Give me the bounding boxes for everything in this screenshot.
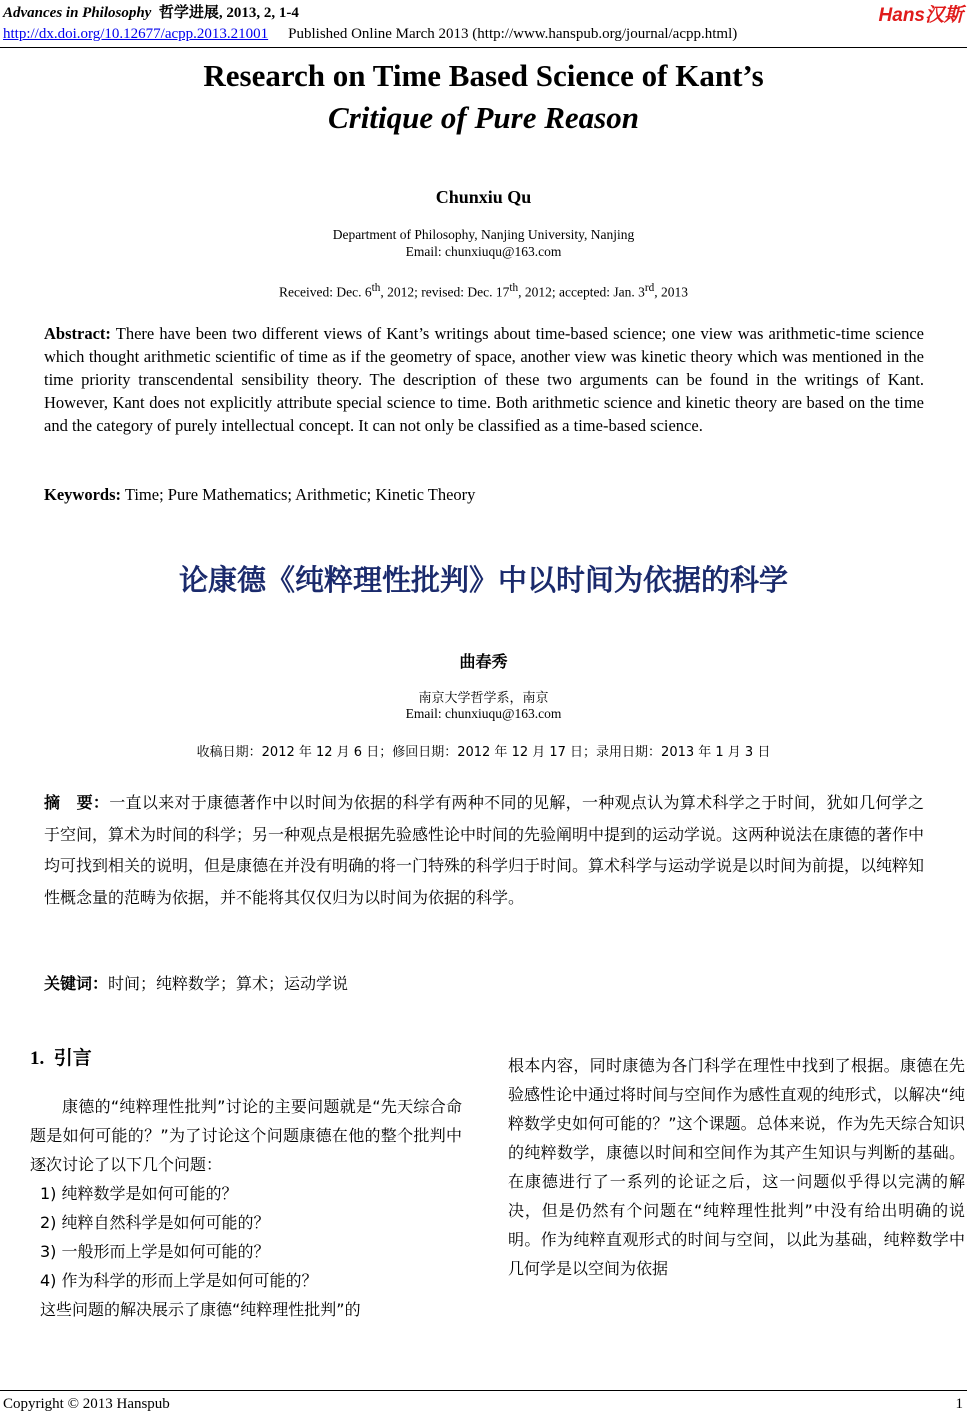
abstract-text: There have been two different views of Kant’s writings about time-based science; one view was arithmetic-time science which thought arithmetic scientific of time as if the geometry of space, another view was kinetic theory which was mentioned in the time priority transcendental sensibility theory. The description of these two arguments can be found in the writings of Kant. However, Kant does not explicitly attribute special science to time. Both arithmetic science and kinetic theory are based on the time and the category of purely intellectual concept. It can not only be classified as a time-based science. [44, 324, 924, 435]
paragraph: 根本内容，同时康德为各门科学在理性中找到了根据。康德在先验感性论中通过将时间与空间作为感性直观的纯形式，以解决“纯粹数学史如何可能的？”这个课题。总体来说，作为先天综合知识的纯粹数学，康德以时间和空间作为其产生知识与判断的基础。在康德进行了一系列的论证之后，这一问题似乎得以完满的解决，但是仍然有个问题在“纯粹理性批判”中没有给出明确的说明。作为纯粹直观形式的时间与空间，以此为基础，纯粹数学中几何学是以空间为依据 [508, 1056, 965, 1278]
doi-link[interactable]: http://dx.doi.org/10.12677/acpp.2013.21001 [3, 26, 269, 42]
title-en-line1: Research on Time Based Science of Kant’s [203, 58, 764, 93]
journal-name-cn: 哲学进展 [158, 3, 219, 21]
copyright: Copyright © 2013 Hanspub [3, 1396, 170, 1412]
footer-divider [0, 1390, 967, 1391]
header-divider [0, 47, 967, 48]
affiliation-en: Department of Philosophy, Nanjing University, Nanjing [332, 227, 635, 242]
title-cn: 论康德《纯粹理性批判》中以时间为依据的科学 [178, 563, 788, 597]
paragraph: 这些问题的解决展示了康德“纯粹理性批判”的 [40, 1300, 361, 1319]
published-info: Published Online March 2013 (http://www.hanspub.org/journal/acpp.html) [288, 26, 738, 42]
list-item: 4) 作为科学的形而上学是如何可能的？ [40, 1271, 318, 1290]
author-cn: 曲春秀 [459, 652, 508, 671]
keywords-cn: 关键词：时间；纯粹数学；算术；运动学说 [44, 974, 349, 993]
received-cn: 收稿日期：2012 年 12 月 6 日；修回日期：2012 年 12 月 17 日；录用日期：2013 年 1 月 3 日 [196, 745, 771, 760]
abstract-en [44, 322, 924, 437]
affiliation-cn: 南京大学哲学系，南京 [418, 691, 549, 706]
email-cn: Email: chunxiuqu@163.com [405, 706, 562, 721]
paragraph: 康德的“纯粹理性批判”讨论的主要问题就是“先天综合命题是如何可能的？”为了讨论这个问题康德在他的整个批判中逐次讨论了以下几个问题： [30, 1097, 462, 1174]
list-item: 1) 纯粹数学是如何可能的？ [40, 1184, 238, 1203]
citation: , 2013, 2, 1-4 [218, 5, 299, 21]
section-heading: 1. 引言 [30, 1047, 92, 1069]
journal-header [3, 1, 299, 22]
right-column [508, 1051, 965, 1283]
title-en-line2: Critique of Pure Reason [328, 100, 639, 135]
keywords-en: Keywords: Time; Pure Mathematics; Arithmetic; Kinetic Theory [44, 485, 476, 504]
left-column [30, 1092, 462, 1324]
abstract-label: Abstract: [44, 324, 111, 343]
doi-line [3, 26, 737, 43]
hans-logo: Hans汉斯 [878, 5, 963, 26]
list-item: 3) 一般形而上学是如何可能的？ [40, 1242, 270, 1261]
list-item: 2) 纯粹自然科学是如何可能的？ [40, 1213, 270, 1232]
received-en: Received: Dec. 6th, 2012; revised: Dec. 17th, 2012; accepted: Jan. 3rd, 2013 [279, 282, 688, 300]
author-en: Chunxiu Qu [435, 187, 532, 207]
page-number: 1 [955, 1396, 963, 1412]
email-en: Email: chunxiuqu@163.com [405, 244, 562, 259]
journal-name: Advances in Philosophy [3, 5, 152, 21]
abstract-cn: 摘 要：一直以来对于康德著作中以时间为依据的科学有两种不同的见解，一种观点认为算术科学之于时间，犹如几何学之于空间，算术为时间的科学；另一种观点是根据先验感性论中时间的先验阐明中提到的运动学说。这两种说法在康德的著作中均可找到相关的说明，但是康德在并没有明确的将一门特殊的科学归于时间。算术科学与运动学说是以时间为前提，以纯粹知性概念量的范畴为依据，并不能将其仅仅归为以时间为依据的科学。 [44, 793, 925, 907]
